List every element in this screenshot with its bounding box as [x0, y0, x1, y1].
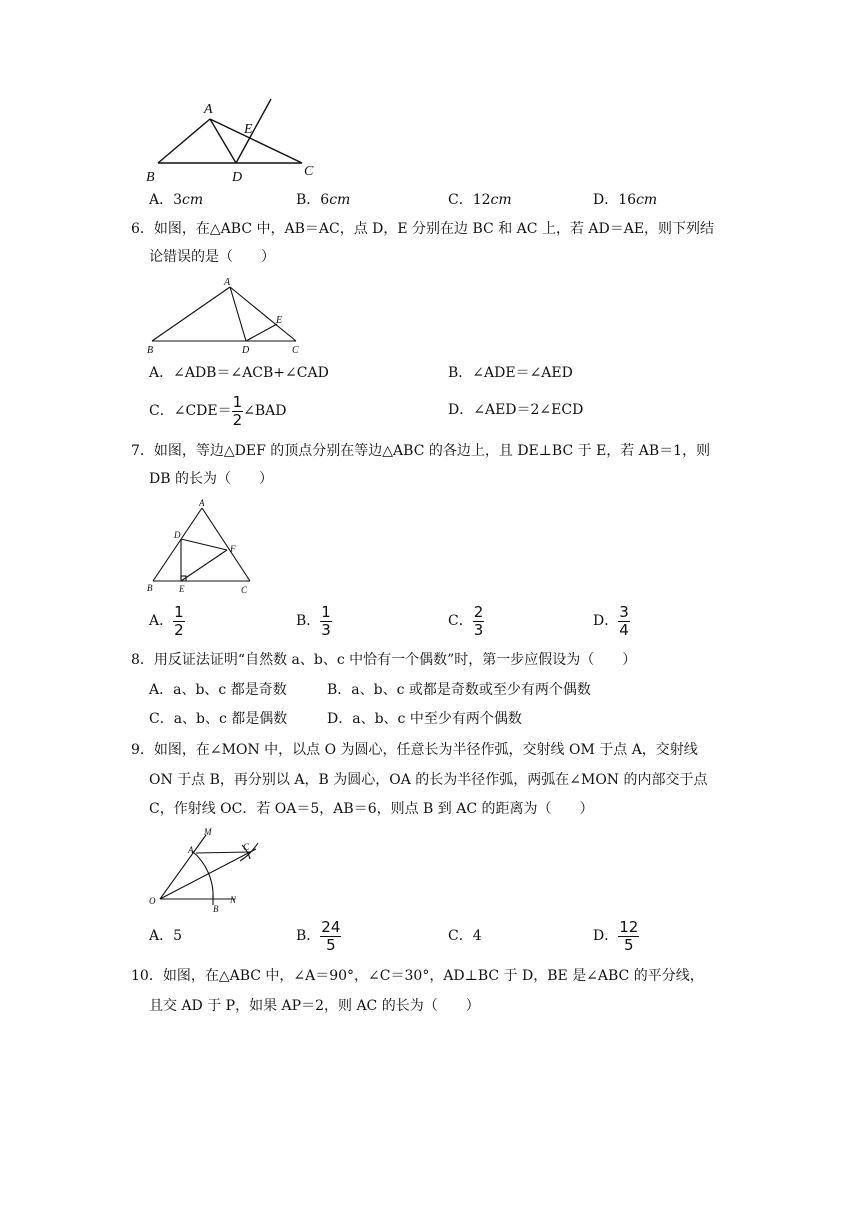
q10-stem-line2: 且交 AD 于 P，如果 AP＝2，则 AC 的长为（ ） [149, 998, 480, 1014]
q6-label-a: A [224, 277, 231, 288]
q7-option-b: B． $\frac{1}{3}$ [296, 602, 331, 639]
q7-label-f: F [230, 544, 236, 554]
q7-option-d: D． $\frac{3}{4}$ [593, 602, 629, 639]
q7-option-c: C． $\frac{2}{3}$ [448, 602, 484, 639]
q6-line-ad [230, 287, 246, 341]
q8-option-c: C．a、b、c 都是偶数 [149, 711, 288, 727]
q6-label-d: D [242, 345, 250, 356]
q5-label-b: B [146, 170, 155, 185]
q9-figure [140, 825, 270, 913]
q9-label-a: A [188, 845, 194, 855]
q7-stem-line2: DB 的长为（ ） [149, 471, 273, 487]
q9-segment-ac [196, 852, 250, 853]
q9-stem-line2: ON 于点 B，再分别以 A，B 为圆心，OA 的长为半径作弧，两弧在∠MON 的内部交于点 [149, 772, 708, 788]
q6-label-b: B [147, 345, 154, 356]
q8-option-d: D．a、b、c 中至少有两个偶数 [327, 711, 522, 727]
q6-option-a: A．∠ADB＝∠ACB+∠CAD [149, 365, 329, 381]
q5-line-de [236, 99, 271, 163]
q6-option-d: D．∠AED＝2∠ECD [448, 402, 584, 418]
q6-label-c: C [292, 345, 299, 356]
q7-line-ef [181, 550, 227, 581]
q5-option-c: C．12cm [448, 192, 512, 208]
q7-label-a: A [199, 498, 205, 508]
q7-label-d: D [174, 530, 181, 540]
q6-stem-line1: 6．如图，在△ABC 中，AB＝AC，点 D，E 分别在边 BC 和 AC 上，若 AD＝AE，则下列结 [131, 221, 715, 237]
q6-stem-line2: 论错误的是（ ） [149, 249, 275, 265]
q5-figure [140, 95, 340, 187]
q7-label-e: E [179, 584, 185, 594]
q7-figure [140, 496, 260, 598]
q9-label-n: N [230, 895, 237, 905]
q5-option-a: A．3cm [149, 192, 204, 208]
q6-line-ba [152, 287, 230, 341]
q9-ray-oc [160, 849, 256, 899]
q7-label-b: B [147, 583, 153, 593]
q9-option-d: D． $\frac{12}{5}$ [593, 917, 639, 954]
q5-label-a: A [204, 102, 213, 117]
q9-option-c: C．4 [448, 928, 482, 944]
q7-line-ac [202, 508, 250, 581]
q10-stem-line1: 10．如图，在△ABC 中，∠A＝90°，∠C＝30°，AD⊥BC 于 D，BE 是∠ABC 的平分线， [131, 968, 704, 984]
q8-stem: 8．用反证法证明“自然数 a、b、c 中恰有一个偶数”时，第一步应假设为（ ） [131, 652, 637, 668]
q9-label-m: M [204, 827, 212, 837]
q7-line-ab [153, 508, 202, 581]
q9-ray-om [160, 835, 206, 899]
q6-line-de [246, 324, 277, 341]
q6-label-e: E [276, 315, 283, 326]
q8-option-b: B．a、b、c 或都是奇数或至少有两个偶数 [327, 682, 591, 698]
q9-arc-center-o [192, 851, 213, 899]
q7-line-df [181, 539, 227, 550]
q6-option-c-fraction: $\frac{1}{2}$ [232, 392, 243, 429]
q9-label-b: B [213, 904, 219, 913]
q6-option-c: C．∠CDE＝ $\frac{1}{2}$ ∠BAD [149, 392, 287, 429]
q6-line-ac [230, 287, 296, 341]
q6-figure [140, 275, 310, 357]
q5-line-ba [158, 119, 210, 163]
q9-stem-line3: C，作射线 OC．若 OA＝5，AB＝6，则点 B 到 AC 的距离为（ ） [149, 801, 594, 817]
q9-label-c: C [243, 842, 250, 852]
q9-option-a: A．5 [149, 928, 183, 944]
q7-label-c: C [241, 585, 248, 595]
q9-option-b: B． $\frac{24}{5}$ [296, 917, 341, 954]
q6-option-b: B．∠ADE＝∠AED [448, 365, 573, 381]
q9-label-o: O [149, 896, 156, 906]
q5-option-d: D．16cm [593, 192, 658, 208]
q7-option-a: A． $\frac{1}{2}$ [149, 602, 184, 639]
q5-label-e: E [244, 122, 253, 137]
q5-label-d: D [232, 170, 243, 185]
q7-stem-line1: 7．如图，等边△DEF 的顶点分别在等边△ABC 的各边上，且 DE⊥BC 于 E，若 AB＝1，则 [131, 443, 711, 459]
q5-label-c: C [304, 164, 314, 179]
q9-stem-line1: 9．如图，在∠MON 中，以点 O 为圆心，任意长为半径作弧，交射线 OM 于点 A，交射线 [131, 742, 698, 758]
q5-option-b: B．6cm [296, 192, 351, 208]
q8-option-a: A．a、b、c 都是奇数 [149, 682, 287, 698]
